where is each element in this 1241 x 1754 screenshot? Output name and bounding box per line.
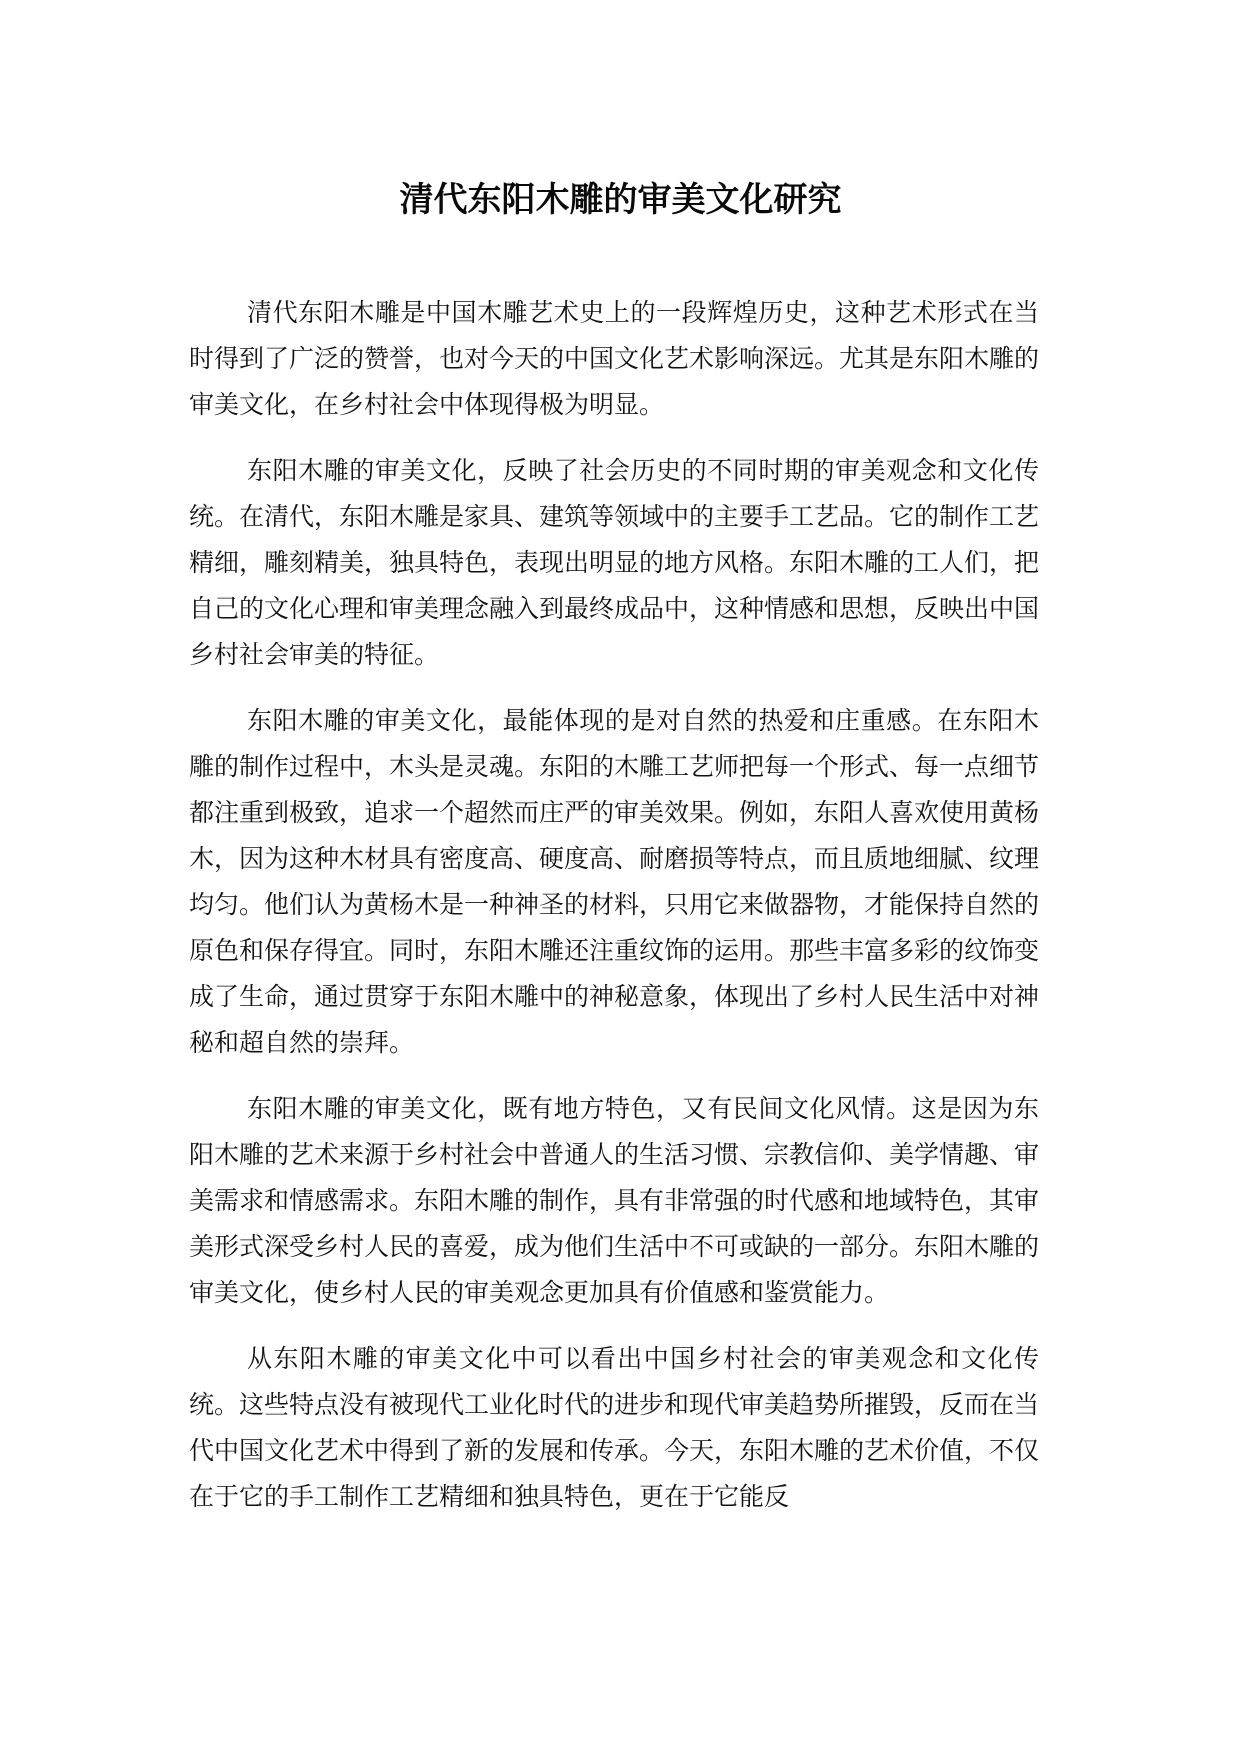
paragraph-3: 东阳木雕的审美文化，最能体现的是对自然的热爱和庄重感。在东阳木雕的制作过程中，木头是灵魂。东阳的木雕工艺师把每一个形式、每一点细节都注重到极致，追求一个超然而庄严的审美效果。例如，东阳人喜欢使用黄杨木，因为这种木材具有密度高、硬度高、耐磨损等特点，而且质地细腻、纹理均匀。他们认为黄杨木是一种神圣的材料，只用它来做器物，才能保持自然的原色和保存得宜。同时，东阳木雕还注重纹饰的运用。那些丰富多彩的纹饰变成了生命，通过贯穿于东阳木雕中的神秘意象，体现出了乡村人民生活中对神秘和超自然的崇拜。 (189, 706, 1040, 1057)
paragraph-1: 清代东阳木雕是中国木雕艺术史上的一段辉煌历史，这种艺术形式在当时得到了广泛的赞誉，也对今天的中国文化艺术影响深远。尤其是东阳木雕的审美文化，在乡村社会中体现得极为明显。 (189, 298, 1040, 419)
document-title: 清代东阳木雕的审美文化研究 (399, 180, 842, 220)
document-body (189, 290, 1039, 1540)
paragraph-2: 东阳木雕的审美文化，反映了社会历史的不同时期的审美观念和文化传统。在清代，东阳木雕是家具、建筑等领域中的主要手工艺品。它的制作工艺精细，雕刻精美，独具特色，表现出明显的地方风格。东阳木雕的工人们，把自己的文化心理和审美理念融入到最终成品中，这种情感和思想，反映出中国乡村社会审美的特征。 (189, 456, 1040, 669)
paragraph-4: 东阳木雕的审美文化，既有地方特色，又有民间文化风情。这是因为东阳木雕的艺术来源于乡村社会中普通人的生活习惯、宗教信仰、美学情趣、审美需求和情感需求。东阳木雕的制作，具有非常强的时代感和地域特色，其审美形式深受乡村人民的喜爱，成为他们生活中不可或缺的一部分。东阳木雕的审美文化，使乡村人民的审美观念更加具有价值感和鉴赏能力。 (189, 1094, 1040, 1307)
paragraph-5: 从东阳木雕的审美文化中可以看出中国乡村社会的审美观念和文化传统。这些特点没有被现代工业化时代的进步和现代审美趋势所摧毁，反而在当代中国文化艺术中得到了新的发展和传承。今天，东阳木雕的艺术价值，不仅在于它的手工制作工艺精细和独具特色，更在于它能反 (189, 1344, 1040, 1511)
